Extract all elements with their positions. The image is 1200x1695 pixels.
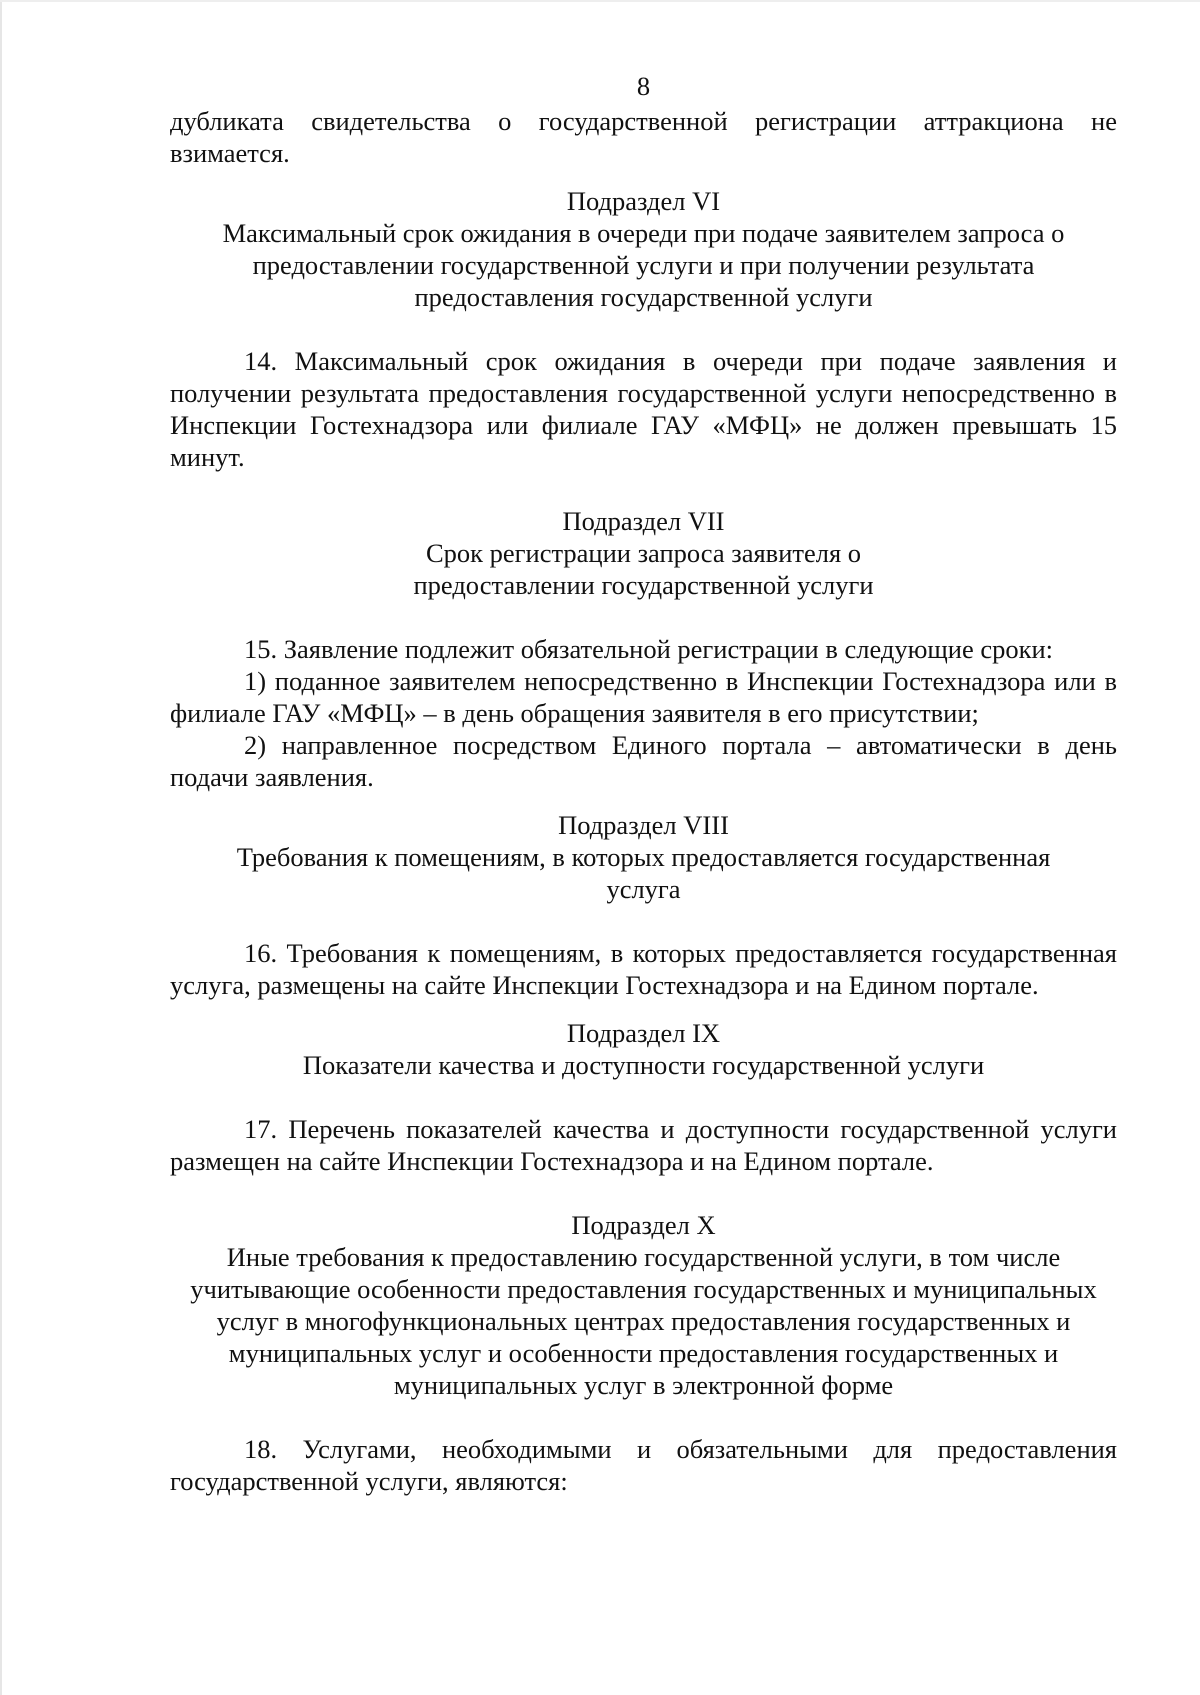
section-title: Срок регистрации запроса заявителя о предоставлении государственной услуги — [413, 538, 874, 600]
section-label: Подраздел VI — [566, 186, 721, 216]
scan-left-edge — [0, 0, 2, 1695]
page-number: 8 — [636, 71, 651, 101]
section-heading-vii — [170, 505, 1117, 601]
section-label: Подраздел X — [571, 1210, 716, 1240]
paragraph-15-item-2: 2) направленное посредством Единого портала – автоматически в день подачи заявления. — [170, 730, 1117, 792]
section-title: Требования к помещениям, в которых предоставляется государственная услуга — [236, 842, 1051, 904]
section-heading-x — [170, 1209, 1117, 1401]
intro-continuation: дубликата свидетельства о государственной регистрации аттракциона не взимается. — [170, 106, 1117, 168]
section-heading-ix — [170, 1017, 1117, 1081]
spacer — [170, 601, 1117, 633]
document-body — [170, 70, 1117, 1497]
section-label: Подраздел IX — [566, 1018, 721, 1048]
spacer — [170, 1177, 1117, 1209]
section-title: Максимальный срок ожидания в очереди при подаче заявителем запроса о предоставлении государственной услуги и при получении результата предоставления государственной услуги — [222, 218, 1065, 312]
section-label: Подраздел VII — [562, 506, 725, 536]
scan-top-edge — [0, 0, 1200, 2]
section-heading-viii — [170, 809, 1117, 905]
paragraph-15-item-1: 1) поданное заявителем непосредственно в Инспекции Гостехнадзора или в филиале ГАУ «МФЦ» – в день обращения заявителя в его присутствии; — [170, 666, 1117, 728]
paragraph-18: 18. Услугами, необходимыми и обязательными для предоставления государственной услуги, являются: — [170, 1434, 1117, 1496]
paragraph-17: 17. Перечень показателей качества и доступности государственной услуги размещен на сайте Инспекции Гостехнадзора и на Едином портале. — [170, 1114, 1117, 1176]
spacer — [170, 1081, 1117, 1113]
spacer — [170, 905, 1117, 937]
paragraph-16: 16. Требования к помещениям, в которых предоставляется государственная услуга, размещены на сайте Инспекции Гостехнадзора и на Едином портале. — [170, 938, 1117, 1000]
spacer — [170, 169, 1117, 185]
spacer — [170, 1401, 1117, 1433]
spacer — [170, 793, 1117, 809]
section-label: Подраздел VIII — [558, 810, 729, 840]
spacer — [170, 473, 1117, 505]
paragraph-15: 15. Заявление подлежит обязательной регистрации в следующие сроки: — [244, 634, 1054, 664]
section-title: Иные требования к предоставлению государственной услуги, в том числе учитывающие особенности предоставления государственных и муниципальных услуг в многофункциональных центрах предоставления государственных и муниципальных услуг и особенности предоставления государственных и муниципальных услуг в электронной форме — [190, 1242, 1097, 1400]
paragraph-14: 14. Максимальный срок ожидания в очереди при подаче заявления и получении результата предоставления государственной услуги непосредственно в Инспекции Гостехнадзора или филиале ГАУ «МФЦ» не должен превышать 15 минут. — [170, 346, 1117, 472]
spacer — [170, 1001, 1117, 1017]
spacer — [170, 313, 1117, 345]
section-heading-vi — [170, 185, 1117, 313]
section-title: Показатели качества и доступности государственной услуги — [302, 1050, 985, 1080]
